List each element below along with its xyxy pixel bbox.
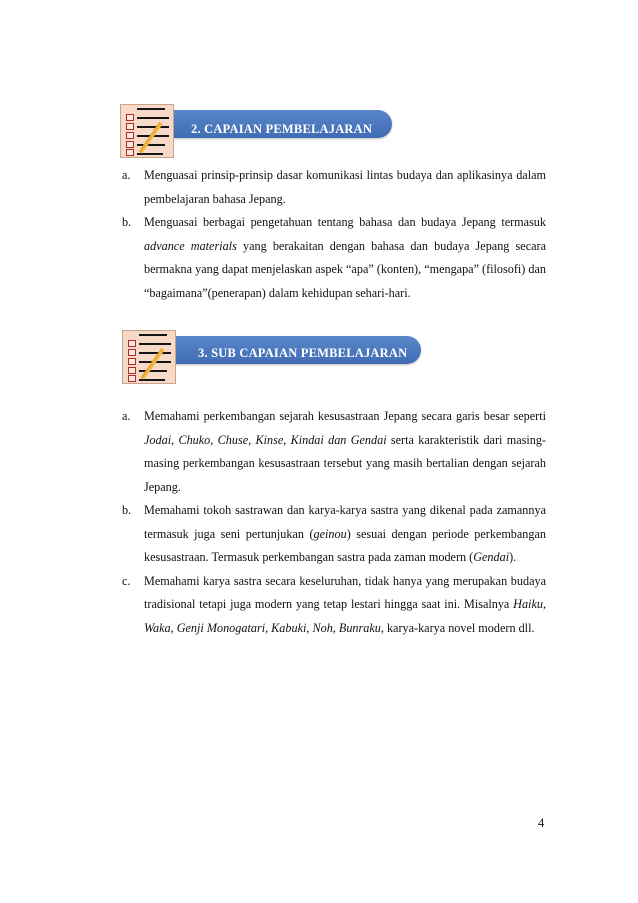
section-2-title: 2. CAPAIAN PEMBELAJARAN xyxy=(191,122,373,136)
list-marker: b. xyxy=(122,503,132,517)
list-text: Menguasai berbagai pengetahuan tentang bahasa dan budaya Jepang termasuk advance materials yang berakaitan dengan bahasa dan budaya Jepang secara bermakna yang dapat menjelaskan aspek “apa” (konten), “mengapa” (filosofi) dan “bagaimana”(penerapan) dalam kehidupan sehari-hari. xyxy=(144,215,547,300)
list-text: Memahami perkembangan sejarah kesusastraan Jepang secara garis besar seperti Jodai, Chuko, Chuse, Kinse, Kindai dan Gendai serta karakteristik dari masing-masing perkembangan kesusastraan tersebut yang masih bertalian dengan sejarah Jepang. xyxy=(144,409,546,494)
list-item xyxy=(122,405,546,499)
list-item xyxy=(122,499,546,570)
page-number: 4 xyxy=(538,816,545,830)
section-3-header xyxy=(122,330,422,362)
section-3-list xyxy=(122,405,546,640)
list-marker: a. xyxy=(122,409,131,423)
list-text: Menguasai prinsip-prinsip dasar komunikasi lintas budaya dan aplikasinya dalam pembelajaran bahasa Jepang. xyxy=(144,168,546,206)
list-text: Memahami karya sastra secara keseluruhan, tidak hanya yang merupakan budaya tradisional tetapi juga modern yang tetap lestari hingga saat ini. Misalnya Haiku, Waka, Genji Monogatari, Kabuki, Noh, Bunraku, karya-karya novel modern dll. xyxy=(144,573,546,635)
list-marker: c. xyxy=(122,573,131,588)
list-marker: a. xyxy=(122,168,131,182)
section-2-header xyxy=(120,104,392,136)
section-2-list xyxy=(122,164,546,305)
section-3-title: 3. SUB CAPAIAN PEMBELAJARAN xyxy=(198,346,408,360)
list-item xyxy=(122,570,546,641)
list-item xyxy=(122,164,546,211)
list-marker: b. xyxy=(122,215,132,229)
checklist-pencil-icon xyxy=(120,104,174,158)
list-text: Memahami tokoh sastrawan dan karya-karya sastra yang dikenal pada zamannya termasuk juga seni pertunjukan (geinou) sesuai dengan periode perkembangan kesusastraan. Termasuk perkembangan sastra pada zaman modern (Gendai). xyxy=(144,503,546,564)
list-item xyxy=(122,211,546,305)
checklist-pencil-icon xyxy=(122,330,176,384)
